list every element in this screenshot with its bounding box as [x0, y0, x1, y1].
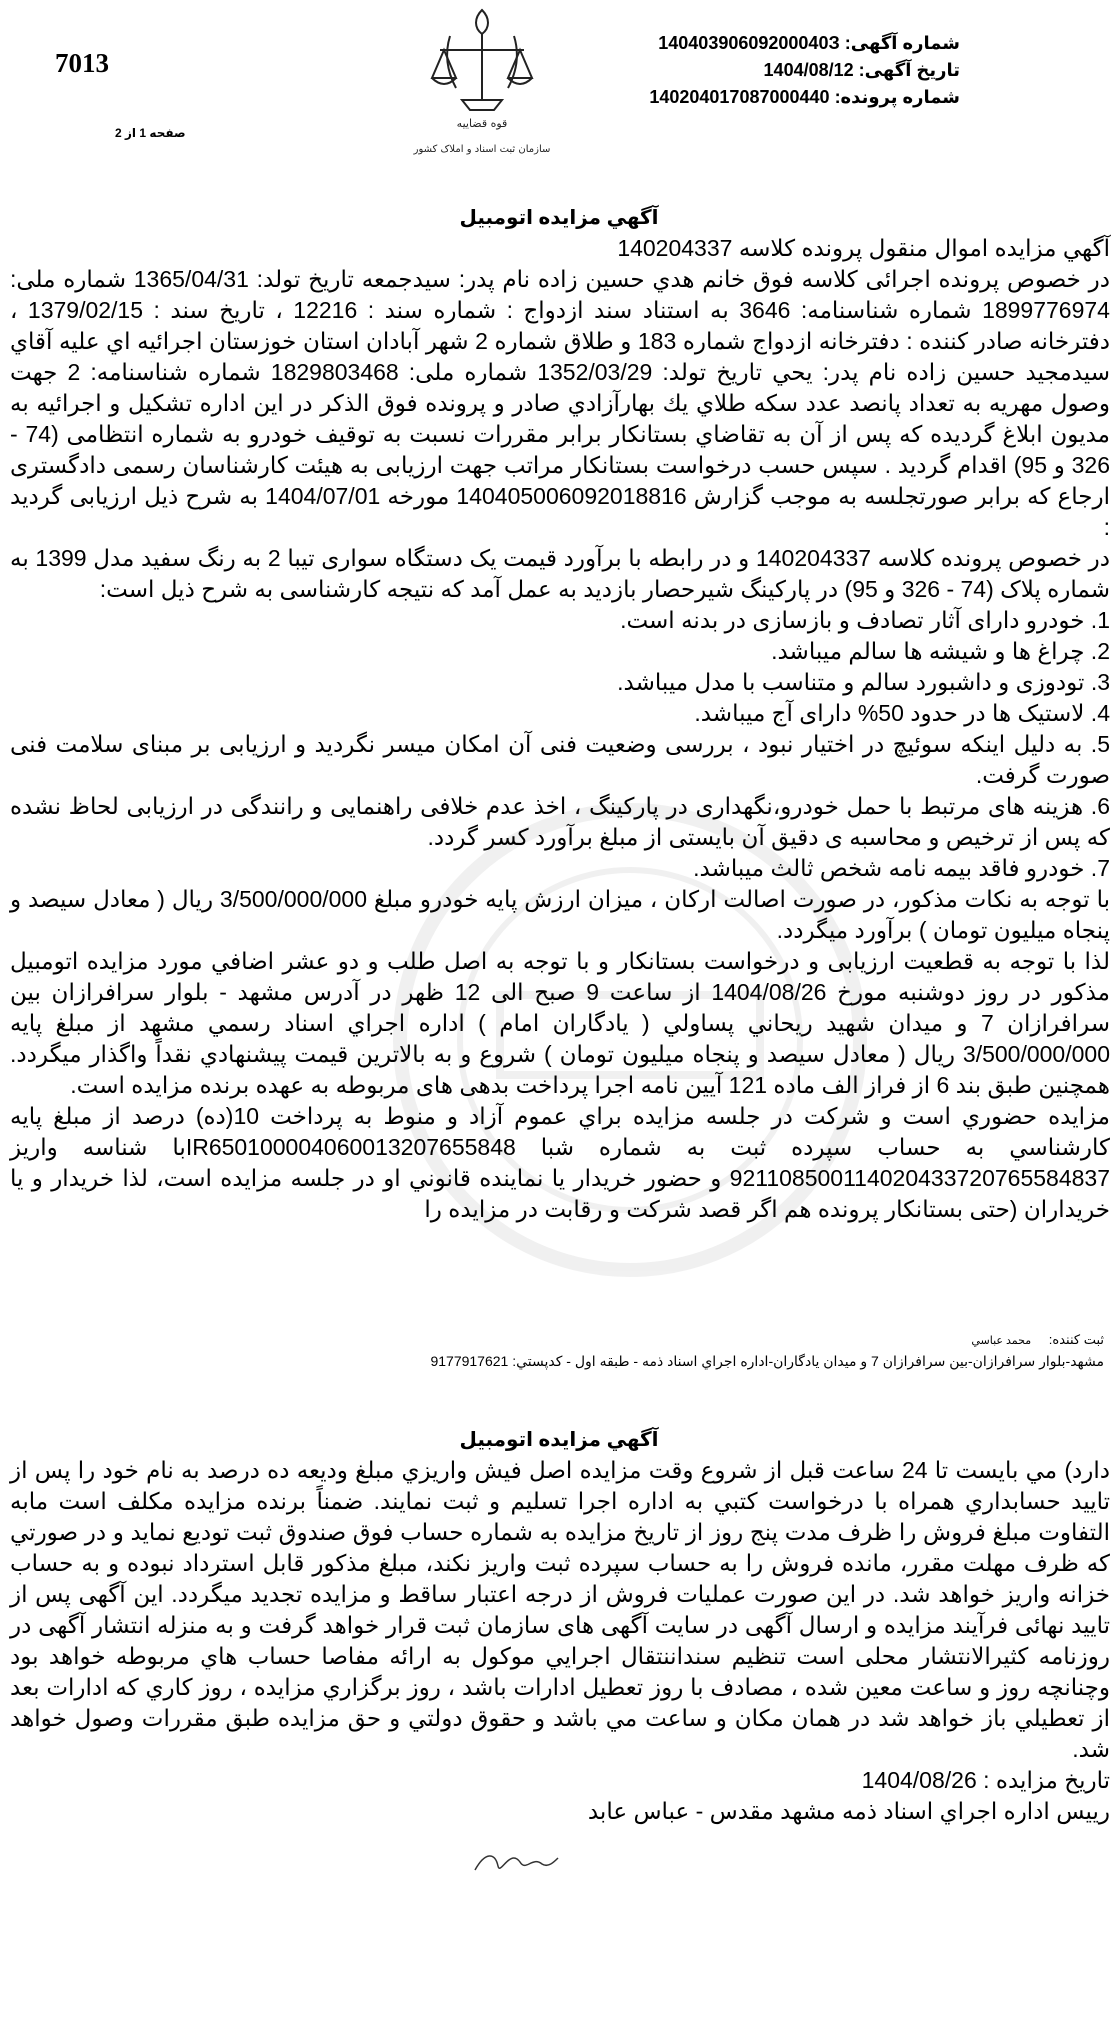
registrar-label: ثبت کننده: — [1048, 1332, 1104, 1347]
notice-1-title: آگهي مزايده اتومبيل — [459, 207, 659, 229]
notice-1-paragraph: در خصوص پرونده اجرائی کلاسه فوق خانم هدي حسين زاده نام پدر: سيدجمعه تاريخ تولد: 1365/04/31 شماره ملی: 1899776974 شماره شناسنامه: 3646 به استناد سند ازدواج : شماره سند : 12216 ، تاريخ سند : 1379/02/15 ، دفترخانه صادر کننده : دفترخانه ازدواج شماره 183 و طلاق شماره 2 شهر آبادان استان خوزستان اجرائيه اي عليه آقاي سيدمجيد حسين زاده نام پدر: يحي تاريخ تولد: 1352/03/29 شماره ملی: 1829803468 شماره شناسنامه: 2 جهت وصول مهريه به تعداد پانصد عدد سکه طلاي يك بهارآزادي صادر و پرونده فوق الذكر در اين اداره تشكيل و اجرائيه به مديون ابلاغ گرديده كه پس از آن به تقاضاي بستانكار برابر مقررات نسبت به توقيف خودرو به شماره انتظامی (74 - 326 و 95) اقدام گرديد . سپس حسب درخواست بستانکار مراتب جهت ارزیابی به هیئت کارشناسان رسمی دادگستری ارجاع که برابر صورتجلسه به موجب گزارش 140405006092018816 مورخه 1404/07/01 به شرح ذیل ارزیابی گردید : — [10, 266, 1111, 540]
notice-meta — [649, 30, 960, 111]
appraisal-item: 3. تودوزی و داشبورد سالم و متناسب با مدل میباشد. — [617, 669, 1110, 695]
notice-1-paragraph: با توجه به نکات مذکور، در صورت اصالت ارکان ، میزان ارزش پایه خودرو مبلغ 3/500/000/000 ریال ( معادل سیصد و پنجاه میلیون تومان ) برآورد میگردد. — [10, 886, 1110, 943]
appraisal-item: 5. به دلیل اینکه سوئیچ در اختیار نبود ، بررسی وضعیت فنی آن امکان میسر نگردید و ارزیابی بر مبنای سلامت فنی صورت گرفت. — [10, 731, 1110, 788]
notice-1-paragraph: در خصوص پرونده کلاسه 140204337 و در رابطه با برآورد قیمت یک دستگاه سواری تیبا 2 به رنگ سفید مدل 1399 به شماره پلاک (74 - 326 و 95) در پارکینگ شیرحصار بازدید به عمل آمد که نتیجه کارشناسی به شرح ذیل است: — [10, 545, 1111, 602]
notice-1-paragraph: مزايده حضوري است و شركت در جلسه مزايده براي عموم آزاد و منوط به پرداخت 10(ده) درصد از مبلغ پايه كارشناسي به حساب سپرده ثبت به شماره شبا IR650100004060013207655848با شناسه واريز 921108500114020433720765584837 و حضور خريدار يا نماينده قانوني او در جلسه مزايده است، لذا خريدار و يا خريداران (حتی بستانکار پرونده هم اگر قصد شرکت و رقابت در مزایده را — [10, 1103, 1110, 1222]
registrar-name: محمد عباسي — [971, 1335, 1032, 1347]
auction-date: تاریخ مزایده : 1404/08/26 — [861, 1767, 1110, 1793]
appraisal-item: 7. خودرو فاقد بیمه نامه شخص ثالث میباشد. — [693, 855, 1110, 881]
notice-1-body — [10, 233, 1110, 1225]
notice-2-body — [10, 1455, 1110, 1827]
document-number: 7013 — [55, 48, 109, 78]
notice-number: 14040390609200040З — [658, 33, 840, 53]
handwritten-signature — [470, 1842, 560, 1882]
notice-2-title: آگهي مزايده اتومبيل — [459, 1429, 659, 1451]
notice-1-paragraph: لذا با توجه به قطعيت ارزيابی و درخواست بستانكار و با توجه به اصل طلب و دو عشر اضافي مورد مزايده اتومبيل مذكور در روز دوشنبه مورخ 1404/08/26 از ساعت 9 صبح الی 12 ظهر در آدرس مشهد - بلوار سرافرازان بين سرافرازان 7 و ميدان شهيد ريحاني پساولي ( يادگاران امام ) اداره اجراي اسناد رسمي مشهد از مبلغ پايه 3/500/000/000 ريال ( معادل سیصد و پنجاه میلیون تومان ) شروع و به بالاترين قيمت پيشنهادي نقداً واگذار ميگردد. همچنين طبق بند 6 از فراز الف ماده 121 آيين نامه اجرا پرداخت بدهی های مربوطه به عهده برنده مزايده است. — [10, 948, 1110, 1098]
case-number: 140204017087000440 — [649, 87, 830, 107]
meta-row-case-number: شماره پرونده: 140204017087000440 — [649, 87, 960, 107]
notice-2-paragraph: دارد) مي بايست تا 24 ساعت قبل از شروع وقت مزايده اصل فيش واريزي مبلغ وديعه ده درصد به نام خود را پس از تاييد حسابداري همراه با درخواست كتبي به اداره اجرا تسليم و ثبت نمايند. ضمناً برنده مزايده مكلف است مابه التفاوت مبلغ فروش را ظرف مدت پنج روز از تاريخ مزايده به شماره حساب فوق صندوق ثبت توديع نمايد و در صورتي كه ظرف مهلت مقرر، مانده فروش را به حساب سپرده ثبت واريز نكند، مبلغ مذكور قابل استرداد نبوده و به حساب خزانه واريز خواهد شد. در اين صورت عمليات فروش از درجه اعتبار ساقط و مزايده تجديد ميگردد. اين آگهی پس از تاييد نهائی فرآيند مزايده و ارسال آگهی در سايت آگهی های سازمان ثبت قرار خواهد گرفت و به منزله انتشار آگهی در روزنامه كثيرالانتشار محلی است تنظيم سنداننتقال اجرايي موكول به ارائه مفاصا حساب هاي مربوطه خواهد بود وچنانچه روز و ساعت معين شده ، مصادف با روز تعطيل ادارات باشد ، روز برگزاري مزايده ، روز كاري كه ادارات بعد از تعطيلي باز خواهد شد در همان مكان و ساعت مي باشد و حقوق دولتي و حق مزايده طبق مقررات وصول خواهد شد. — [10, 1457, 1110, 1762]
page-indicator: صفحه 1 از 2 — [115, 126, 186, 140]
office-address: مشهد-بلوار سرافرازان-بين سرافرازان 7 و ميدان يادگاران-اداره اجراي اسناد ذمه - طبقه اول - كدپستي: 9177917621 — [430, 1353, 1104, 1369]
appraisal-item: 6. هزینه های مرتبط با حمل خودرو،نگهداری در پارکینگ ، اخذ عدم خلافی راهنمایی و رانندگی در ارزیابی لحاظ نشده که پس از ترخیص و محاسبه ی دقیق آن بایستی از مبلغ برآورد کسر گردد. — [10, 793, 1110, 850]
notice-1-subtitle: آگهي مزايده اموال منقول پرونده کلاسه 140204337 — [617, 235, 1110, 261]
emblem-caption-1: قوه قضاييه — [456, 117, 508, 130]
appraisal-item: 4. لاستیک ها در حدود 50% دارای آج میباشد. — [694, 700, 1110, 726]
meta-row-notice-number: شماره آگهی: 14040390609200040З — [658, 33, 960, 53]
meta-row-notice-date: تاریخ آگهی: 1404/08/12 — [763, 60, 960, 80]
judiciary-emblem-logo — [413, 2, 551, 177]
notice-date: 1404/08/12 — [763, 60, 854, 80]
signatory: رييس اداره اجراي اسناد ذمه مشهد مقدس - عباس عابد — [587, 1798, 1110, 1824]
appraisal-item: 1. خودرو دارای آثار تصادف و بازسازی در بدنه است. — [620, 607, 1110, 633]
registrar-line — [971, 1332, 1104, 1348]
appraisal-item: 2. چراغ ها و شیشه ها سالم میباشد. — [771, 638, 1110, 664]
emblem-caption-2: سازمان ثبت اسناد و املاک کشور — [413, 144, 551, 155]
